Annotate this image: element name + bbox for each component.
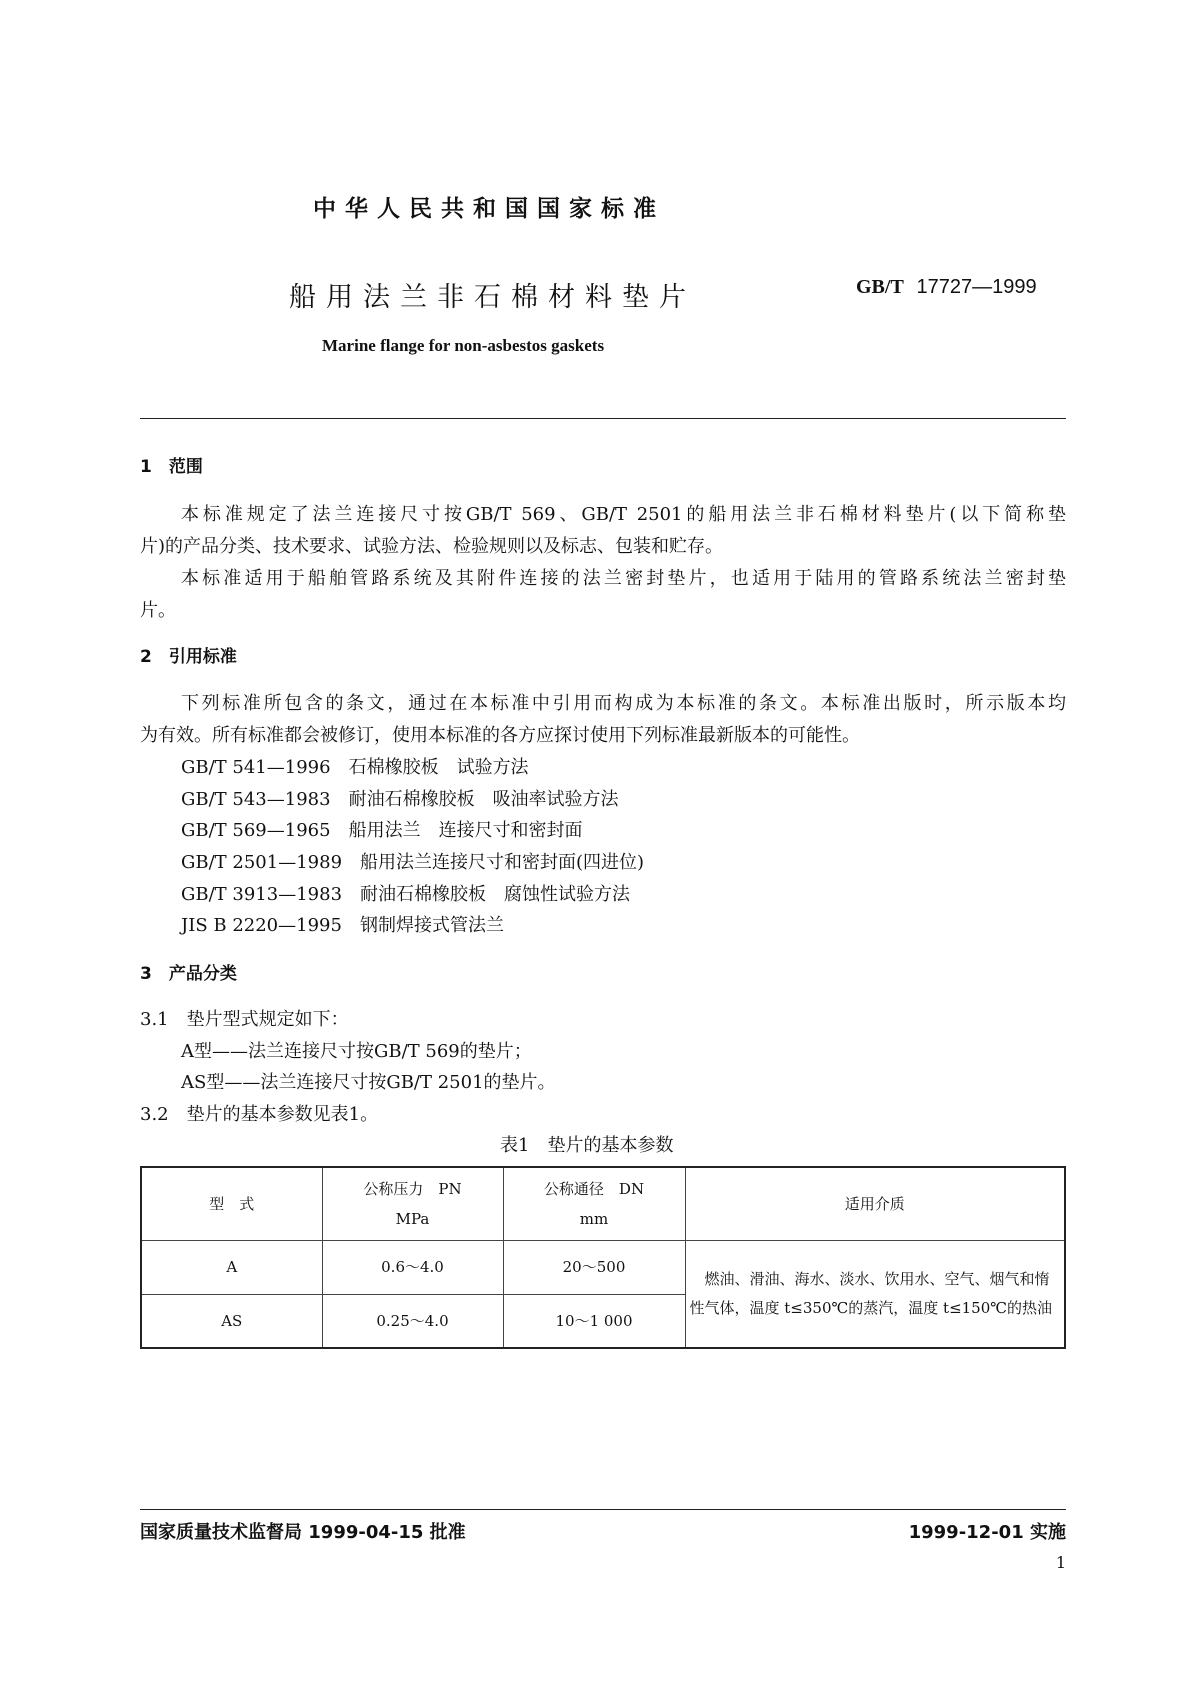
section-heading: 2 引用标准: [140, 647, 237, 667]
reference-item: JIS B 2220—1995 钢制焊接式管法兰: [181, 915, 504, 936]
reference-item: GB/T 2501—1989 船用法兰连接尺寸和密封面(四进位): [181, 852, 645, 873]
standard-code: [856, 274, 1037, 299]
footer-divider: [140, 1509, 1066, 1510]
paragraph-line: 为有效。所有标准都会被修订，使用本标准的各方应探讨使用下列标准最新版本的可能性。: [140, 725, 860, 746]
cell-type: A: [141, 1240, 322, 1294]
approval-date: 国家质量技术监督局 1999-04-15 批准: [140, 1522, 466, 1543]
header-diameter-unit: mm: [579, 1209, 609, 1228]
clause-line: 3.2 垫片的基本参数见表1。: [140, 1104, 379, 1125]
english-title: Marine flange for non-asbestos gaskets: [322, 336, 605, 355]
paragraph-line: 本标准规定了法兰连接尺寸按GB/T 569、GB/T 2501的船用法兰非石棉材料垫片(以下简称垫: [181, 504, 1066, 525]
national-standard-title: 中华人民共和国国家标准: [313, 196, 665, 222]
paragraph-line: 下列标准所包含的条文，通过在本标准中引用而构成为本标准的条文。本标准出版时，所示版本均: [181, 693, 1066, 714]
table-row: [141, 1240, 1065, 1294]
table-caption: 表1 垫片的基本参数: [500, 1135, 674, 1156]
header-type: 型 式: [141, 1167, 322, 1240]
implementation-date: 1999-12-01 实施: [908, 1522, 1066, 1543]
header-diameter-label: 公称通径 DN: [543, 1179, 645, 1198]
paragraph-line: 片。: [140, 600, 176, 621]
header-divider: [140, 418, 1066, 419]
code-number: 17727—1999: [916, 276, 1037, 298]
header-medium: 适用介质: [685, 1167, 1065, 1240]
section-heading: 1 范围: [140, 457, 203, 477]
reference-item: GB/T 3913—1983 耐油石棉橡胶板 腐蚀性试验方法: [181, 884, 631, 905]
gasket-parameters-table: [140, 1166, 1066, 1349]
reference-item: GB/T 569—1965 船用法兰 连接尺寸和密封面: [181, 820, 583, 841]
header-pressure: [322, 1167, 503, 1240]
cell-diameter: 10～1 000: [503, 1294, 685, 1348]
cell-medium: 燃油、滑油、海水、淡水、饮用水、空气、烟气和惰性气体，温度 t≤350℃的蒸汽，温度 t≤150℃的热油: [685, 1240, 1065, 1348]
cell-type: AS: [141, 1294, 322, 1348]
clause-line: AS型——法兰连接尺寸按GB/T 2501的垫片。: [181, 1072, 556, 1093]
paragraph-line: 本标准适用于船舶管路系统及其附件连接的法兰密封垫片，也适用于陆用的管路系统法兰密封垫: [181, 568, 1066, 589]
reference-item: GB/T 543—1983 耐油石棉橡胶板 吸油率试验方法: [181, 789, 619, 810]
clause-line: A型——法兰连接尺寸按GB/T 569的垫片；: [181, 1041, 532, 1062]
clause-line: 3.1 垫片型式规定如下：: [140, 1009, 349, 1030]
code-prefix: GB/T: [856, 276, 904, 298]
table-header-row: [141, 1167, 1065, 1240]
cell-pressure: 0.6～4.0: [322, 1240, 503, 1294]
section-heading: 3 产品分类: [140, 964, 237, 984]
paragraph-line: 片)的产品分类、技术要求、试验方法、检验规则以及标志、包装和贮存。: [140, 536, 724, 557]
document-title: 船用法兰非石棉材料垫片: [289, 282, 696, 313]
page-number: 1: [1055, 1553, 1066, 1572]
cell-pressure: 0.25～4.0: [322, 1294, 503, 1348]
header-pressure-label: 公称压力 PN: [363, 1179, 462, 1198]
cell-diameter: 20～500: [503, 1240, 685, 1294]
header-pressure-unit: MPa: [395, 1209, 430, 1228]
header-diameter: [503, 1167, 685, 1240]
reference-item: GB/T 541—1996 石棉橡胶板 试验方法: [181, 757, 529, 778]
